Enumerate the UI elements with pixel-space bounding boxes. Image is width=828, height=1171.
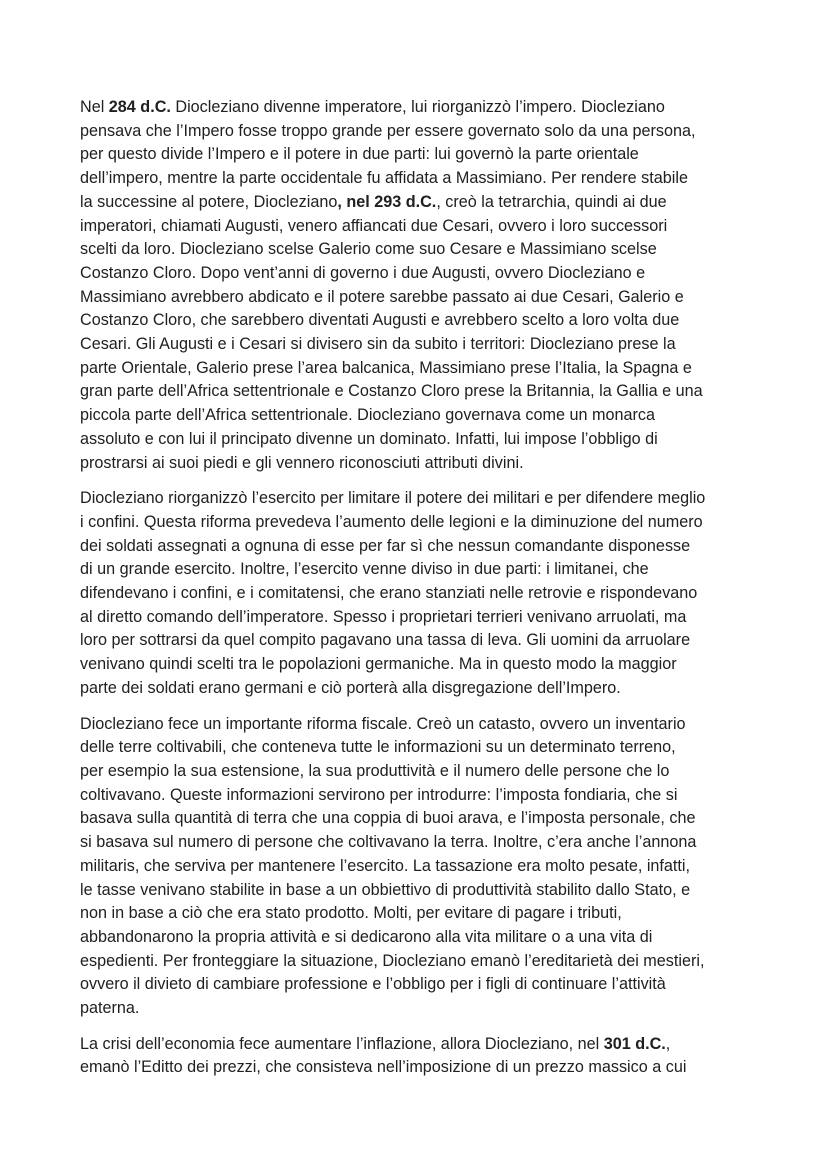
text-run: le tasse venivano stabilite in base a un obbiettivo di produttività stabilito dallo Stato, e [80,880,691,899]
bold-date: , nel 293 d.C. [337,192,437,211]
text-run: , creò la tetrarchia, quindi ai due [436,192,667,211]
text-run: dei soldati assegnati a ognuna di esse per far sì che nessun comandante disponesse [80,536,691,555]
text-line [80,629,768,653]
text-run: militaris, che serviva per mantenere l’esercito. La tassazione era molto pesate, infatti, [80,856,691,875]
bold-date: 301 d.C. [603,1034,666,1053]
text-run: di un grande esercito. Inoltre, l’esercito venne diviso in due parti: i limitanei, che [80,560,649,579]
text-line [80,973,768,997]
text-line [80,535,768,559]
text-run: ovvero il divieto di cambiare professione e l’obbligo per i figli di continuare l’attività [80,975,666,994]
text-run: basava sulla quantità di terra che una coppia di buoi arava, e l’imposta personale, che [80,809,696,828]
text-line [80,215,768,239]
text-run: Diocleziano fece un importante riforma fiscale. Creò un catasto, ovvero un inventario [80,714,686,733]
text-run: Costanzo Cloro. Dopo vent’anni di governo i due Augusti, ovvero Diocleziano e [80,263,646,282]
text-line [80,677,768,701]
text-run: pensava che l’Impero fosse troppo grande per essere governato solo da una persona, [80,121,696,140]
text-run: i confini. Questa riforma prevedeva l’aumento delle legioni e la diminuzione del numero [80,512,703,531]
text-run: emanò l’Editto dei prezzi, che consisteva nell’imposizione di un prezzo massico a cui [80,1058,687,1077]
bold-date: 284 d.C. [108,98,171,116]
text-run: imperatori, chiamati Augusti, venero affiancati due Cesari, ovvero i loro successori [80,216,668,235]
text-run: espedienti. Per fronteggiare la situazione, Diocleziano emanò l’ereditarietà dei mestieri, [80,951,705,970]
paragraph [80,487,768,700]
text-line [80,760,768,784]
text-line [80,143,768,167]
text-line [80,558,768,582]
text-run: , [665,1034,671,1053]
text-run: non in base a ciò che era stato prodotto. Molti, per evitare di pagare i tributi, [80,904,622,923]
text-run: si basava sul numero di persone che coltivavano la terra. Inoltre, c’era anche l’annona [80,833,697,852]
text-run: venivano quindi scelti tra le popolazioni germaniche. Ma in questo modo la maggior [80,655,677,674]
text-line [80,357,768,381]
text-run: al diretto comando dell’imperatore. Spesso i proprietari terrieri venivano arruolati, ma [80,607,687,626]
document-body [80,96,768,1080]
text-line [80,736,768,760]
text-run: la successine al potere, Diocleziano [80,192,338,211]
text-run: La crisi dell’economia fece aumentare l’inflazione, allora Diocleziano, nel [80,1034,604,1053]
text-line [80,879,768,903]
text-line [80,606,768,630]
text-line [80,902,768,926]
text-line [80,1033,768,1057]
text-line [80,784,768,808]
text-line [80,380,768,404]
text-line [80,926,768,950]
text-line [80,831,768,855]
text-line [80,1056,768,1080]
text-run: per esempio la sua estensione, la sua produttività e il numero delle persone che lo [80,761,670,780]
text-run: parte Orientale, Galerio prese l’area balcanica, Massimiano prese l’Italia, la Spagna e [80,358,692,377]
text-line [80,286,768,310]
text-line [80,997,768,1021]
text-run: delle terre coltivabili, che conteneva tutte le informazioni su un determinato terreno, [80,738,676,757]
text-line [80,404,768,428]
text-run: scelti da loro. Diocleziano scelse Galerio come suo Cesare e Massimiano scelse [80,240,657,259]
text-line [80,452,768,476]
text-line [80,309,768,333]
text-run: dell’impero, mentre la parte occidentale fu affidata a Massimiano. Per rendere stabile [80,169,688,188]
text-run: per questo divide l’Impero e il potere in due parti: lui governò la parte orientale [80,145,639,164]
text-run: piccola parte dell’Africa settentrionale. Diocleziano governava come un monarca [80,406,655,425]
text-run: abbandonarono la propria attività e si dedicarono alla vita militare o a una vita di [80,927,653,946]
text-line [80,855,768,879]
text-run: gran parte dell’Africa settentrionale e Costanzo Cloro prese la Britannia, la Gallia e una [80,382,703,401]
text-run: Costanzo Cloro, che sarebbero diventati Augusti e avrebbero scelto a loro volta due [80,311,680,330]
text-run: assoluto e con lui il principato divenne un dominato. Infatti, lui impose l’obbligo di [80,429,658,448]
text-run: loro per sottrarsi da quel compito pagavano una tassa di leva. Gli uomini da arruolare [80,631,691,650]
text-line [80,713,768,737]
text-line [80,191,768,215]
text-run: prostrarsi ai suoi piedi e gli vennero riconosciuti attributi divini. [80,453,524,472]
text-line [80,428,768,452]
text-run: Nel [80,98,109,116]
text-line [80,167,768,191]
text-line [80,653,768,677]
text-line [80,807,768,831]
text-run: parte dei soldati erano germani e ciò porterà alla disgregazione dell’Impero. [80,678,621,697]
text-line [80,487,768,511]
text-run: Massimiano avrebbero abdicato e il potere sarebbe passato ai due Cesari, Galerio e [80,287,684,306]
paragraph [80,96,768,475]
text-line [80,96,768,120]
text-line [80,582,768,606]
text-run: coltivavano. Queste informazioni servirono per introdurre: l’imposta fondiaria, che si [80,785,678,804]
paragraph [80,1033,768,1080]
text-line [80,511,768,535]
text-line [80,120,768,144]
text-line [80,262,768,286]
text-line [80,238,768,262]
text-run: Diocleziano divenne imperatore, lui riorganizzò l’impero. Diocleziano [170,98,665,116]
text-line [80,950,768,974]
text-line [80,333,768,357]
paragraph [80,713,768,1021]
text-run: Diocleziano riorganizzò l’esercito per limitare il potere dei militari e per difendere meglio [80,489,706,508]
text-run: Cesari. Gli Augusti e i Cesari si divisero sin da subito i territori: Diocleziano prese la [80,335,676,354]
text-run: paterna. [80,999,140,1018]
text-run: difendevano i confini, e i comitatensi, che erano stanziati nelle retrovie e rispondevano [80,584,698,603]
